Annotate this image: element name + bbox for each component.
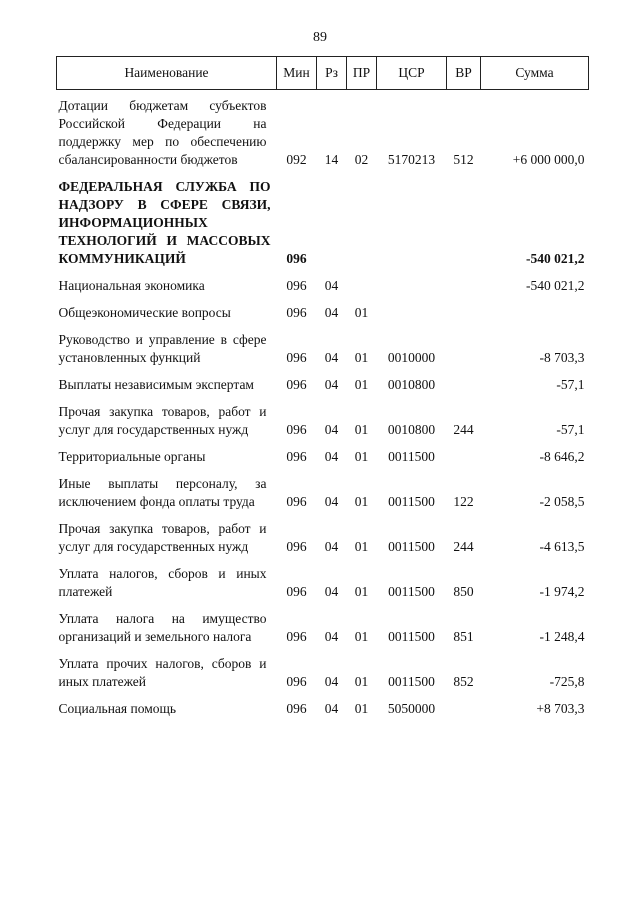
cell-vr: 122 (453, 494, 474, 509)
cell-csr: 0011500 (388, 629, 435, 644)
cell-min: 096 (286, 539, 307, 554)
cell-vr (447, 324, 481, 369)
header-name: Наименование (57, 57, 277, 90)
cell-vr: 244 (453, 422, 474, 437)
cell-sum: -725,8 (549, 674, 585, 689)
cell-pr: 01 (354, 584, 369, 599)
cell-sum: -1 248,4 (539, 629, 585, 644)
header-sum: Сумма (481, 57, 589, 90)
cell-pr: 01 (354, 494, 369, 509)
cell-min: 096 (286, 305, 307, 320)
cell-sum: -57,1 (556, 422, 585, 437)
cell-sum: -540 021,2 (526, 251, 585, 266)
cell-pr: 01 (354, 422, 369, 437)
cell-csr: 5050000 (387, 701, 436, 716)
table-row (57, 558, 589, 603)
table-row (57, 693, 589, 720)
cell-rz: 04 (324, 377, 339, 392)
table-row (57, 513, 589, 558)
cell-vr (447, 297, 481, 324)
cell-pr: 01 (354, 629, 369, 644)
table-row (57, 90, 589, 172)
table-row (57, 369, 589, 396)
cell-min: 096 (286, 494, 307, 509)
header-rz: Рз (317, 57, 347, 90)
cell-sum: -4 613,5 (539, 539, 585, 554)
cell-vr (447, 171, 481, 270)
table-row (57, 648, 589, 693)
cell-name: Выплаты независимым экспертам (58, 377, 254, 392)
cell-min: 096 (286, 584, 307, 599)
cell-name: Социальная помощь (58, 701, 177, 716)
cell-min: 096 (286, 449, 307, 464)
cell-vr: 852 (453, 674, 474, 689)
cell-rz: 04 (324, 629, 339, 644)
cell-name: Иные выплаты персоналу, за исключением фонда оплаты труда (58, 476, 267, 509)
cell-pr: 01 (354, 305, 369, 320)
cell-csr: 0011500 (388, 494, 435, 509)
cell-csr: 0011500 (388, 539, 435, 554)
table-header (57, 57, 589, 90)
cell-sum: +6 000 000,0 (512, 152, 585, 167)
cell-min: 096 (286, 278, 307, 293)
cell-min: 096 (286, 251, 307, 266)
table-row (57, 270, 589, 297)
cell-name: Уплата прочих налогов, сборов и иных платежей (58, 656, 267, 689)
cell-csr (377, 270, 447, 297)
cell-sum: -8 703,3 (539, 350, 585, 365)
cell-min: 096 (286, 350, 307, 365)
cell-csr: 0011500 (388, 584, 435, 599)
cell-name: Национальная экономика (58, 278, 205, 293)
cell-csr: 0011500 (388, 674, 435, 689)
cell-vr: 512 (453, 152, 474, 167)
cell-vr (447, 441, 481, 468)
cell-rz: 04 (324, 674, 339, 689)
cell-name: Дотации бюджетам субъектов Российской Федерации на поддержку мер по обеспечению сбалансированности бюджетов (58, 98, 267, 167)
cell-sum: -1 974,2 (539, 584, 585, 599)
cell-pr: 01 (354, 701, 369, 716)
cell-rz (317, 171, 347, 270)
budget-table-container (56, 56, 588, 720)
cell-min: 096 (286, 701, 307, 716)
cell-pr: 01 (354, 539, 369, 554)
cell-sum: -57,1 (556, 377, 585, 392)
cell-pr: 01 (354, 350, 369, 365)
header-vr: ВР (447, 57, 481, 90)
cell-rz: 04 (324, 701, 339, 716)
cell-sum: -2 058,5 (539, 494, 585, 509)
cell-pr (347, 270, 377, 297)
cell-csr: 0010800 (387, 377, 436, 392)
cell-name: Руководство и управление в сфере установленных функций (58, 332, 267, 365)
cell-name: Территориальные органы (58, 449, 206, 464)
header-csr: ЦСР (377, 57, 447, 90)
cell-rz: 04 (324, 584, 339, 599)
cell-rz: 04 (324, 449, 339, 464)
table-row (57, 468, 589, 513)
cell-csr: 0011500 (388, 449, 435, 464)
cell-rz: 04 (324, 422, 339, 437)
cell-vr: 850 (453, 584, 474, 599)
cell-pr: 02 (354, 152, 369, 167)
cell-sum: +8 703,3 (536, 701, 585, 716)
table-row (57, 324, 589, 369)
cell-rz: 04 (324, 350, 339, 365)
cell-name: Уплата налогов, сборов и иных платежей (58, 566, 267, 599)
cell-rz: 04 (324, 305, 339, 320)
table-row (57, 603, 589, 648)
cell-min: 096 (286, 629, 307, 644)
cell-csr (377, 171, 447, 270)
cell-vr: 244 (453, 539, 474, 554)
table-row (57, 171, 589, 270)
cell-pr (347, 171, 377, 270)
cell-name: ФЕДЕРАЛЬНАЯ СЛУЖБА ПО НАДЗОРУ В СФЕРЕ СВЯЗИ, ИНФОРМАЦИОННЫХ ТЕХНОЛОГИЙ И МАССОВЫХ КОММУНИКАЦИЙ (58, 179, 271, 266)
cell-name: Прочая закупка товаров, работ и услуг для государственных нужд (58, 404, 267, 437)
cell-rz: 04 (324, 539, 339, 554)
cell-vr (447, 369, 481, 396)
cell-min: 092 (286, 152, 307, 167)
cell-rz: 04 (324, 494, 339, 509)
cell-pr: 01 (354, 674, 369, 689)
cell-csr: 0010800 (387, 422, 436, 437)
table-row (57, 441, 589, 468)
cell-min: 096 (286, 422, 307, 437)
cell-min: 096 (286, 377, 307, 392)
table-row (57, 297, 589, 324)
cell-rz: 14 (324, 152, 339, 167)
cell-name: Общеэкономические вопросы (58, 305, 231, 320)
cell-vr (447, 270, 481, 297)
cell-csr (377, 297, 447, 324)
cell-sum: -540 021,2 (526, 278, 585, 293)
header-min: Мин (277, 57, 317, 90)
table-row (57, 396, 589, 441)
cell-vr: 851 (453, 629, 474, 644)
cell-name: Уплата налога на имущество организаций и земельного налога (58, 611, 267, 644)
table-body (57, 90, 589, 721)
cell-rz: 04 (324, 278, 339, 293)
cell-pr: 01 (354, 449, 369, 464)
header-pr: ПР (347, 57, 377, 90)
cell-vr (447, 693, 481, 720)
budget-table (56, 56, 589, 720)
cell-pr: 01 (354, 377, 369, 392)
cell-name: Прочая закупка товаров, работ и услуг для государственных нужд (58, 521, 267, 554)
cell-csr: 5170213 (387, 152, 436, 167)
cell-min: 096 (286, 674, 307, 689)
cell-sum (481, 297, 589, 324)
cell-sum: -8 646,2 (539, 449, 585, 464)
cell-csr: 0010000 (387, 350, 436, 365)
page-number: 89 (313, 30, 327, 45)
